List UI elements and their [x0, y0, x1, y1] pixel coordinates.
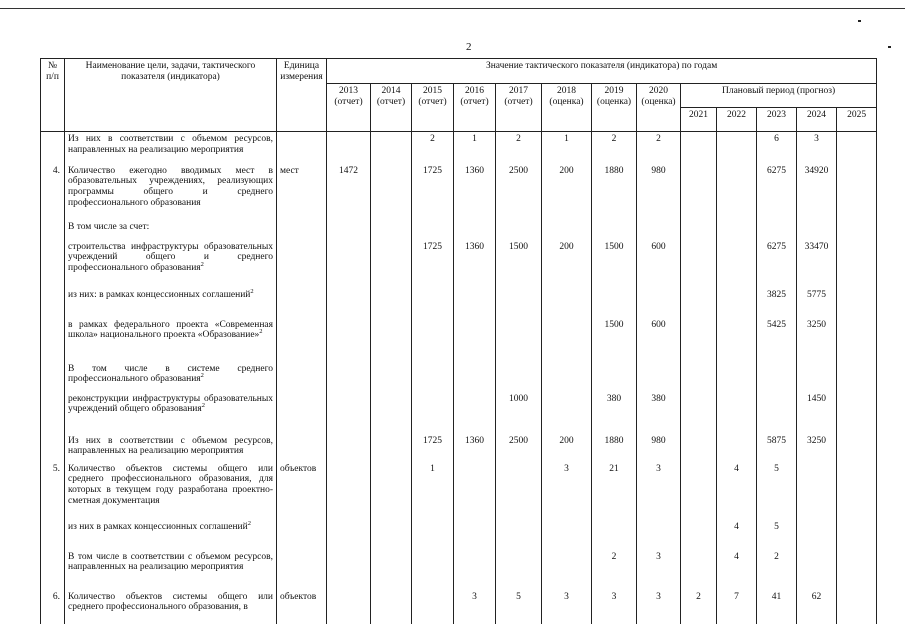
value-cell [837, 240, 877, 288]
value-cell [837, 362, 877, 392]
value-cell: 2 [592, 132, 637, 164]
value-cell [681, 392, 717, 434]
value-cell: 2 [592, 550, 637, 590]
value-cell: 6275 [757, 164, 797, 220]
row-unit [277, 434, 327, 462]
value-cell: 4 [717, 550, 757, 590]
value-cell [412, 520, 454, 550]
table-row [41, 434, 877, 462]
value-cell: 1000 [496, 392, 542, 434]
value-cell [797, 220, 837, 240]
value-cell [327, 288, 371, 318]
row-name-cell [65, 392, 277, 434]
value-cell [327, 590, 371, 624]
value-cell: 62 [797, 590, 837, 624]
value-cell [797, 520, 837, 550]
value-cell: 1360 [454, 434, 496, 462]
value-cell [717, 288, 757, 318]
value-cell [327, 240, 371, 288]
value-cell: 5425 [757, 318, 797, 362]
row-number [41, 240, 65, 288]
value-cell: 600 [637, 240, 681, 288]
value-cell [454, 392, 496, 434]
header-year-note: (отчет) [334, 96, 363, 107]
row-name-cell [65, 550, 277, 590]
value-cell: 34920 [797, 164, 837, 220]
value-cell [496, 220, 542, 240]
header-year-note: (оценка) [641, 96, 676, 107]
top-rule [0, 8, 905, 9]
table-row [41, 392, 877, 434]
value-cell: 1450 [797, 392, 837, 434]
row-unit: мест [277, 164, 327, 220]
value-cell: 4 [717, 462, 757, 520]
value-cell: 4 [717, 520, 757, 550]
value-cell [412, 220, 454, 240]
header-year-value: 2013 [339, 86, 358, 96]
header-year [412, 84, 454, 132]
value-cell: 3250 [797, 434, 837, 462]
scan-speck [888, 46, 891, 48]
value-cell [681, 240, 717, 288]
row-name: Количество ежегодно вводимых мест в образовательных учреждениях, реализующих программы общего и среднего профессионального образования [68, 165, 273, 209]
value-cell [542, 520, 592, 550]
value-cell [371, 164, 412, 220]
row-name: строительства инфраструктуры образовательных учреждений общего и среднего профессионального образования [68, 241, 273, 274]
value-cell [717, 220, 757, 240]
table-row [41, 318, 877, 362]
row-name-cell [65, 362, 277, 392]
value-cell [592, 288, 637, 318]
value-cell [837, 220, 877, 240]
value-cell [837, 590, 877, 624]
value-cell: 3 [592, 590, 637, 624]
row-number [41, 220, 65, 240]
value-cell: 3 [637, 462, 681, 520]
table-row [41, 240, 877, 288]
row-number [41, 550, 65, 590]
value-cell: 3250 [797, 318, 837, 362]
row-name: из них в рамках концессионных соглашений [68, 521, 248, 532]
row-number [41, 392, 65, 434]
value-cell [542, 220, 592, 240]
value-cell [454, 318, 496, 362]
value-cell [542, 318, 592, 362]
row-number: 5. [41, 462, 65, 520]
row-number [41, 318, 65, 362]
value-cell [542, 392, 592, 434]
value-cell [412, 392, 454, 434]
value-cell [717, 434, 757, 462]
value-cell [371, 520, 412, 550]
value-cell [681, 462, 717, 520]
value-cell [717, 392, 757, 434]
row-unit [277, 220, 327, 240]
row-unit [277, 550, 327, 590]
header-unit: Единица измерения [277, 59, 327, 132]
value-cell: 600 [637, 318, 681, 362]
row-name-cell [65, 434, 277, 462]
value-cell: 200 [542, 240, 592, 288]
value-cell [681, 288, 717, 318]
value-cell: 1500 [496, 240, 542, 288]
value-cell [412, 318, 454, 362]
header-year-value: 2017 [509, 86, 528, 96]
footnote-ref: 2 [200, 261, 204, 269]
value-cell [717, 318, 757, 362]
row-name: реконструкции инфраструктуры образовательных учреждений общего образования [68, 393, 273, 415]
table-row [41, 220, 877, 240]
value-cell [837, 520, 877, 550]
row-unit [277, 132, 327, 164]
page-number: 2 [466, 41, 472, 53]
row-name: Из них в соответствии с объемом ресурсов, направленных на реализацию мероприятия [68, 435, 273, 457]
header-plan-year: 2024 [797, 108, 837, 132]
value-cell [837, 164, 877, 220]
value-cell: 3 [542, 462, 592, 520]
value-cell [717, 132, 757, 164]
value-cell [797, 462, 837, 520]
header-year-value: 2016 [465, 86, 484, 96]
header-year-value: 2018 [557, 86, 576, 96]
value-cell [371, 132, 412, 164]
row-number: 4. [41, 164, 65, 220]
value-cell [837, 288, 877, 318]
value-cell [637, 520, 681, 550]
value-cell: 5875 [757, 434, 797, 462]
value-cell [327, 392, 371, 434]
value-cell: 41 [757, 590, 797, 624]
value-cell: 2500 [496, 164, 542, 220]
value-cell: 200 [542, 434, 592, 462]
row-number [41, 362, 65, 392]
footnote-ref: 2 [247, 519, 251, 527]
table-row [41, 462, 877, 520]
header-year-value: 2019 [604, 86, 624, 96]
indicator-table [40, 58, 877, 624]
header-year [592, 84, 637, 132]
value-cell: 980 [637, 164, 681, 220]
value-cell [637, 362, 681, 392]
value-cell [371, 288, 412, 318]
value-cell: 1 [542, 132, 592, 164]
header-year-note: (оценка) [549, 96, 584, 107]
header-values: Значение тактического показателя (индикатора) по годам [327, 59, 877, 84]
header-year [327, 84, 371, 132]
row-name: Количество объектов системы общего или среднего профессионального образования, для которых в текущем году разработана проектно-сметная документация [68, 463, 273, 507]
value-cell: 2 [681, 590, 717, 624]
row-name-cell [65, 462, 277, 520]
value-cell [371, 220, 412, 240]
value-cell [837, 132, 877, 164]
value-cell [371, 434, 412, 462]
scan-speck [858, 20, 861, 22]
row-name-cell [65, 220, 277, 240]
value-cell [327, 362, 371, 392]
value-cell [496, 318, 542, 362]
value-cell [592, 220, 637, 240]
value-cell: 2 [757, 550, 797, 590]
row-name: В том числе за счет: [68, 221, 150, 232]
value-cell [837, 392, 877, 434]
table-row [41, 164, 877, 220]
value-cell [757, 220, 797, 240]
table-row [41, 590, 877, 624]
value-cell [542, 288, 592, 318]
value-cell: 1360 [454, 240, 496, 288]
row-name-cell [65, 164, 277, 220]
row-name-cell [65, 240, 277, 288]
value-cell: 5 [496, 590, 542, 624]
header-year [542, 84, 592, 132]
row-name: Количество объектов системы общего или среднего профессионального образования, в [68, 591, 273, 613]
value-cell: 5 [757, 462, 797, 520]
value-cell [681, 318, 717, 362]
value-cell: 1360 [454, 164, 496, 220]
value-cell [797, 550, 837, 590]
row-unit [277, 288, 327, 318]
header-num: № п/п [41, 59, 65, 132]
value-cell [717, 240, 757, 288]
header-name: Наименование цели, задачи, тактического показателя (индикатора) [65, 59, 277, 132]
value-cell: 3 [797, 132, 837, 164]
row-name: В том числе в системе среднего профессионального образования [68, 363, 273, 385]
value-cell [371, 318, 412, 362]
value-cell [412, 590, 454, 624]
value-cell [592, 362, 637, 392]
value-cell [837, 462, 877, 520]
value-cell [371, 362, 412, 392]
value-cell: 2500 [496, 434, 542, 462]
value-cell: 5 [757, 520, 797, 550]
value-cell [454, 362, 496, 392]
table-row [41, 132, 877, 164]
value-cell: 21 [592, 462, 637, 520]
value-cell: 1500 [592, 318, 637, 362]
value-cell: 1725 [412, 164, 454, 220]
header-year-note: (оценка) [596, 96, 632, 107]
row-unit [277, 520, 327, 550]
value-cell [496, 288, 542, 318]
row-number [41, 288, 65, 318]
header-plan-year: 2021 [681, 108, 717, 132]
value-cell [412, 288, 454, 318]
value-cell [681, 220, 717, 240]
value-cell: 33470 [797, 240, 837, 288]
value-cell [371, 240, 412, 288]
value-cell [717, 362, 757, 392]
value-cell: 5775 [797, 288, 837, 318]
header-year-note: (отчет) [460, 96, 489, 107]
value-cell [371, 392, 412, 434]
value-cell [327, 220, 371, 240]
value-cell [681, 550, 717, 590]
value-cell [327, 132, 371, 164]
value-cell [412, 550, 454, 590]
value-cell [327, 462, 371, 520]
value-cell: 1725 [412, 240, 454, 288]
header-year [454, 84, 496, 132]
row-name-cell [65, 132, 277, 164]
table-row [41, 550, 877, 590]
value-cell: 6275 [757, 240, 797, 288]
value-cell [496, 550, 542, 590]
value-cell [454, 220, 496, 240]
value-cell [412, 362, 454, 392]
value-cell [837, 434, 877, 462]
value-cell: 200 [542, 164, 592, 220]
value-cell [327, 318, 371, 362]
footnote-ref: 2 [250, 287, 254, 295]
header-planned: Плановый период (прогноз) [681, 84, 877, 108]
value-cell [681, 434, 717, 462]
value-cell [327, 520, 371, 550]
row-number [41, 520, 65, 550]
value-cell [454, 462, 496, 520]
table-row [41, 288, 877, 318]
row-name-cell [65, 288, 277, 318]
value-cell [681, 362, 717, 392]
value-cell [327, 550, 371, 590]
row-number: 6. [41, 590, 65, 624]
value-cell [837, 318, 877, 362]
value-cell: 3 [542, 590, 592, 624]
value-cell [454, 288, 496, 318]
value-cell [681, 132, 717, 164]
footnote-ref: 2 [259, 328, 263, 336]
value-cell [371, 462, 412, 520]
row-number [41, 132, 65, 164]
row-unit: объектов [277, 590, 327, 624]
header-plan-year: 2023 [757, 108, 797, 132]
row-name-cell [65, 520, 277, 550]
row-name-cell [65, 590, 277, 624]
row-name: в рамках федерального проекта «Современная школа» национального проекта «Образование» [68, 319, 273, 341]
value-cell: 2 [496, 132, 542, 164]
value-cell: 2 [637, 132, 681, 164]
value-cell [592, 520, 637, 550]
value-cell: 3825 [757, 288, 797, 318]
row-unit [277, 318, 327, 362]
value-cell [542, 550, 592, 590]
value-cell [542, 362, 592, 392]
row-name: Из них в соответствии с объемом ресурсов, направленных на реализацию мероприятия [68, 134, 273, 155]
value-cell [327, 434, 371, 462]
value-cell [681, 520, 717, 550]
value-cell: 2 [412, 132, 454, 164]
header-year-value: 2014 [381, 86, 401, 96]
header-plan-year: 2022 [717, 108, 757, 132]
value-cell [797, 362, 837, 392]
row-unit [277, 362, 327, 392]
value-cell [454, 550, 496, 590]
value-cell [637, 220, 681, 240]
value-cell: 3 [637, 550, 681, 590]
row-name: В том числе в соответствии с объемом ресурсов, направленных на реализацию мероприятия [68, 551, 273, 573]
header-year-value: 2020 [649, 86, 668, 96]
value-cell: 380 [592, 392, 637, 434]
table-row [41, 362, 877, 392]
footnote-ref: 2 [200, 372, 204, 380]
value-cell: 1725 [412, 434, 454, 462]
row-unit [277, 240, 327, 288]
value-cell: 7 [717, 590, 757, 624]
header-plan-year: 2025 [837, 108, 877, 132]
header-year [371, 84, 412, 132]
header-year-note: (отчет) [504, 96, 533, 107]
row-number [41, 434, 65, 462]
value-cell: 1 [412, 462, 454, 520]
value-cell [717, 164, 757, 220]
value-cell: 6 [757, 132, 797, 164]
value-cell [681, 164, 717, 220]
row-unit [277, 392, 327, 434]
value-cell: 1880 [592, 164, 637, 220]
value-cell [837, 550, 877, 590]
value-cell [371, 590, 412, 624]
header-year-note: (отчет) [418, 96, 447, 107]
value-cell [637, 288, 681, 318]
value-cell: 3 [454, 590, 496, 624]
value-cell: 980 [637, 434, 681, 462]
value-cell: 1 [454, 132, 496, 164]
footnote-ref: 2 [201, 402, 205, 410]
value-cell [757, 392, 797, 434]
value-cell [496, 520, 542, 550]
header-year-note: (отчет) [376, 96, 406, 107]
header-year [496, 84, 542, 132]
row-unit: объектов [277, 462, 327, 520]
header-year-value: 2015 [423, 86, 442, 96]
value-cell [757, 362, 797, 392]
row-name: из них: в рамках концессионных соглашений [68, 289, 251, 300]
value-cell: 3 [637, 590, 681, 624]
header-year [637, 84, 681, 132]
value-cell [371, 550, 412, 590]
value-cell [496, 462, 542, 520]
value-cell [454, 520, 496, 550]
value-cell: 1472 [327, 164, 371, 220]
value-cell [496, 362, 542, 392]
value-cell: 1880 [592, 434, 637, 462]
value-cell: 380 [637, 392, 681, 434]
table-row [41, 520, 877, 550]
value-cell: 1500 [592, 240, 637, 288]
row-name-cell [65, 318, 277, 362]
